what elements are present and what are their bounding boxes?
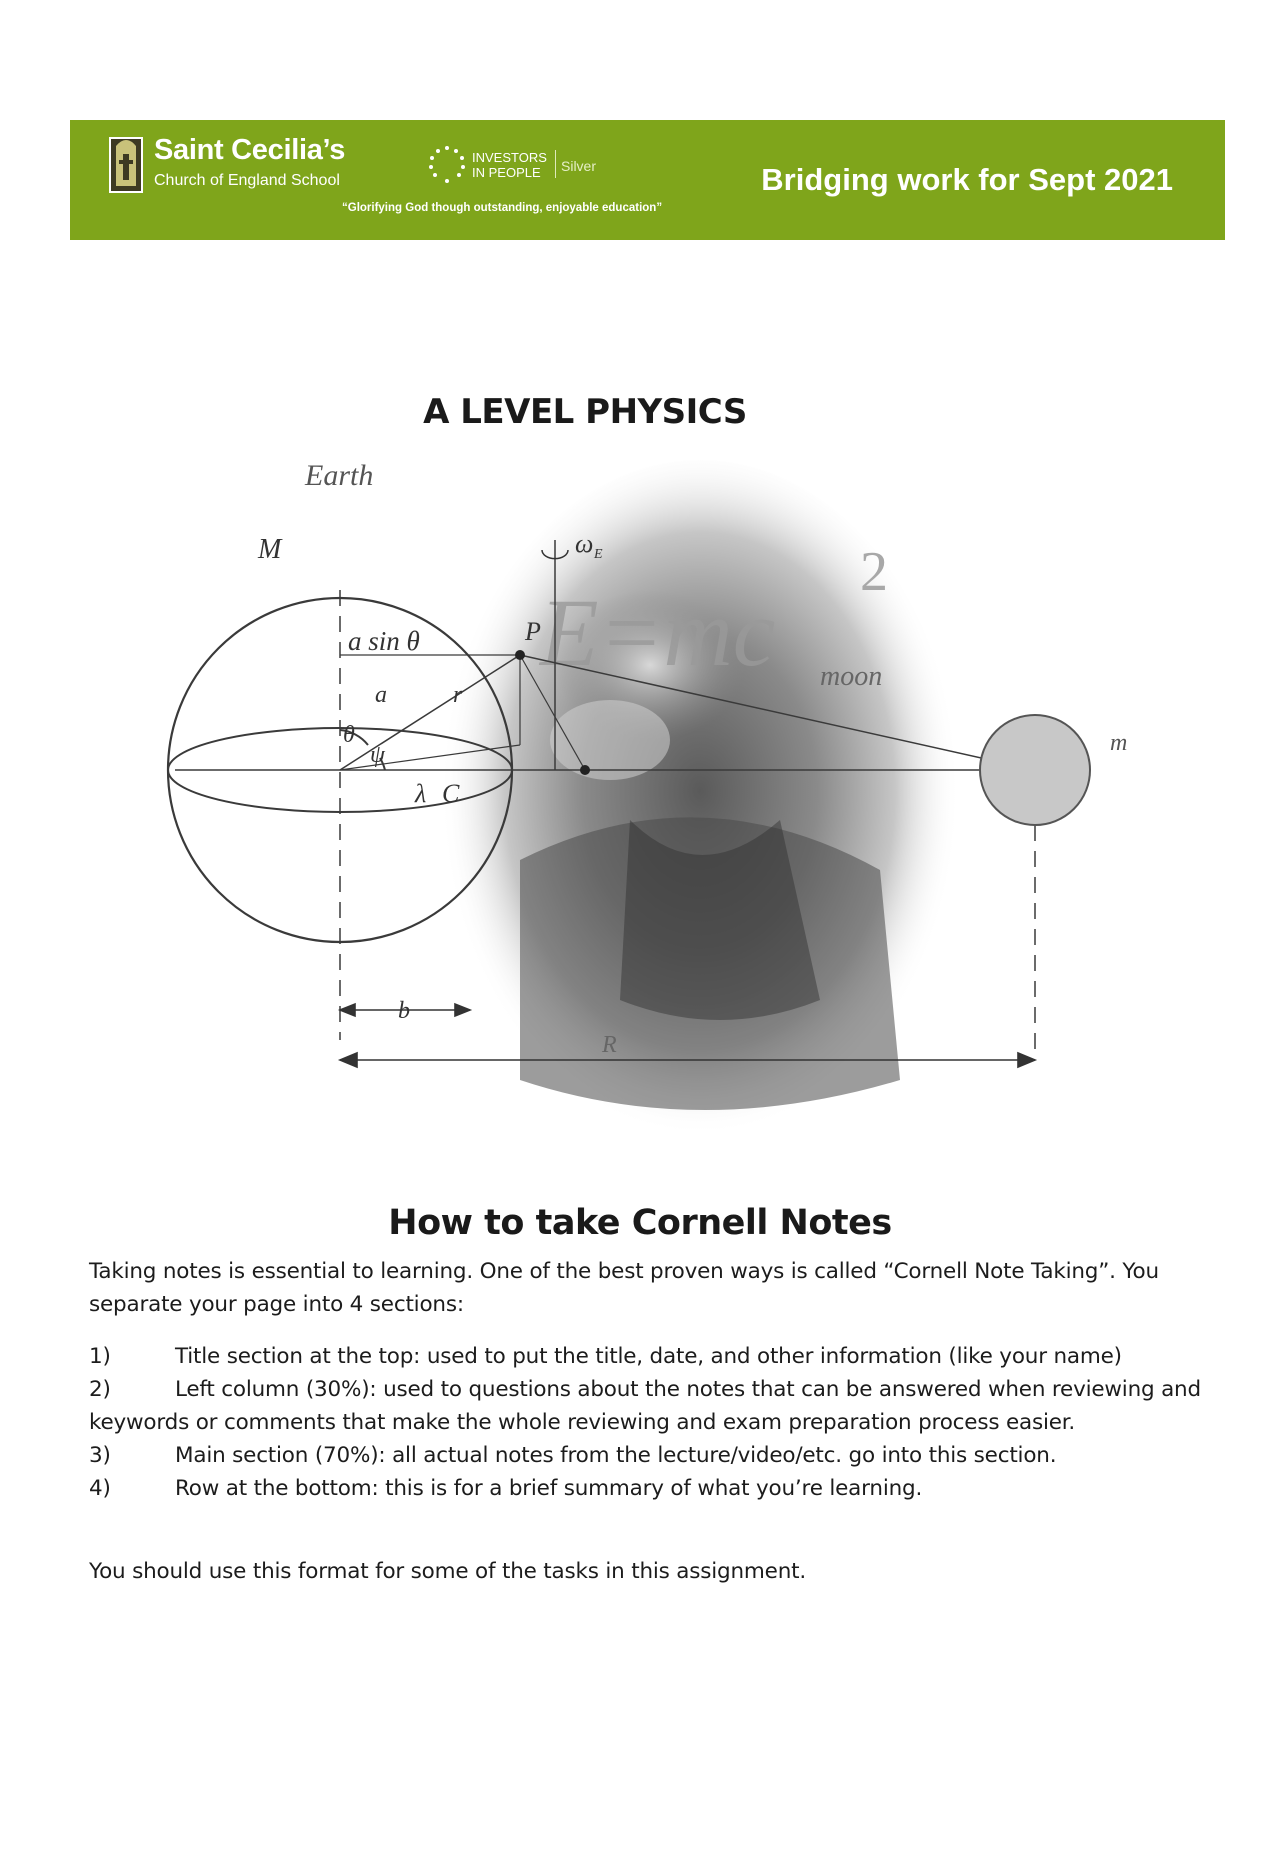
list-number: 2) [89, 1377, 111, 1402]
moon-circle [980, 715, 1090, 825]
list-number: 1) [89, 1344, 111, 1369]
divider [555, 150, 556, 178]
point-c [580, 765, 590, 775]
list-text: Row at the bottom: this is for a brief summary of what you’re learning. [175, 1476, 923, 1501]
p-label: P [525, 617, 541, 646]
R-label: R [602, 1032, 617, 1058]
list-number: 3) [89, 1443, 111, 1468]
school-name: Saint Cecilia’s [154, 134, 346, 166]
sections-list [89, 1340, 1209, 1505]
school-subtitle: Church of England School [154, 172, 340, 189]
school-motto: “Glorifying God though outstanding, enjoyable education” [342, 202, 663, 214]
equation-text: E=mc [540, 579, 776, 686]
physics-illustration [180, 440, 1128, 1170]
psi-label: ψ [370, 742, 385, 768]
list-item [89, 1373, 1209, 1439]
list-number: 4) [89, 1476, 111, 1501]
banner-title: Bridging work for Sept 2021 [761, 162, 1173, 197]
list-text: Left column (30%): used to questions about the notes that can be answered when reviewing and keywords or comments that make the whole reviewing and exam preparation process easier. [89, 1377, 1201, 1435]
list-text: Main section (70%): all actual notes from the lecture/video/etc. go into this section. [175, 1443, 1057, 1468]
intro-paragraph: Taking notes is essential to learning. One of the best proven ways is called “Cornell Note Taking”. You separate your page into 4 sections: [89, 1259, 1159, 1317]
mass-label-M: M [258, 534, 282, 565]
lambda-label: λ [415, 779, 427, 808]
b-label: b [398, 998, 410, 1024]
earth-label: Earth [305, 459, 374, 492]
list-item [89, 1340, 1209, 1373]
investors-line1: INVESTORS [472, 150, 547, 165]
header-banner [70, 120, 1225, 240]
list-item [89, 1472, 1209, 1505]
point-p [515, 650, 525, 660]
omega-subscript: E [594, 547, 603, 562]
asin-label: a sin θ [348, 626, 420, 656]
list-item [89, 1439, 1209, 1472]
m-label: m [1110, 730, 1128, 756]
investors-in-people-label [472, 150, 547, 180]
equation-power: 2 [860, 541, 888, 603]
a-label: a [375, 682, 387, 708]
document-title: A LEVEL PHYSICS [423, 392, 747, 432]
c-label: C [442, 779, 460, 808]
theta-label: θ [343, 722, 355, 748]
list-text: Title section at the top: used to put the title, date, and other information (like your name) [175, 1344, 1122, 1369]
investors-in-people-icon [427, 144, 467, 184]
closing-paragraph: You should use this format for some of the tasks in this assignment. [89, 1559, 806, 1584]
section-title: How to take Cornell Notes [388, 1203, 892, 1243]
r-label: r [453, 682, 463, 708]
investors-level: Silver [561, 158, 597, 174]
investors-line2: IN PEOPLE [472, 165, 541, 180]
moon-label: moon [820, 661, 883, 692]
school-crest-icon [108, 132, 144, 194]
omega-label: ω [575, 529, 594, 558]
